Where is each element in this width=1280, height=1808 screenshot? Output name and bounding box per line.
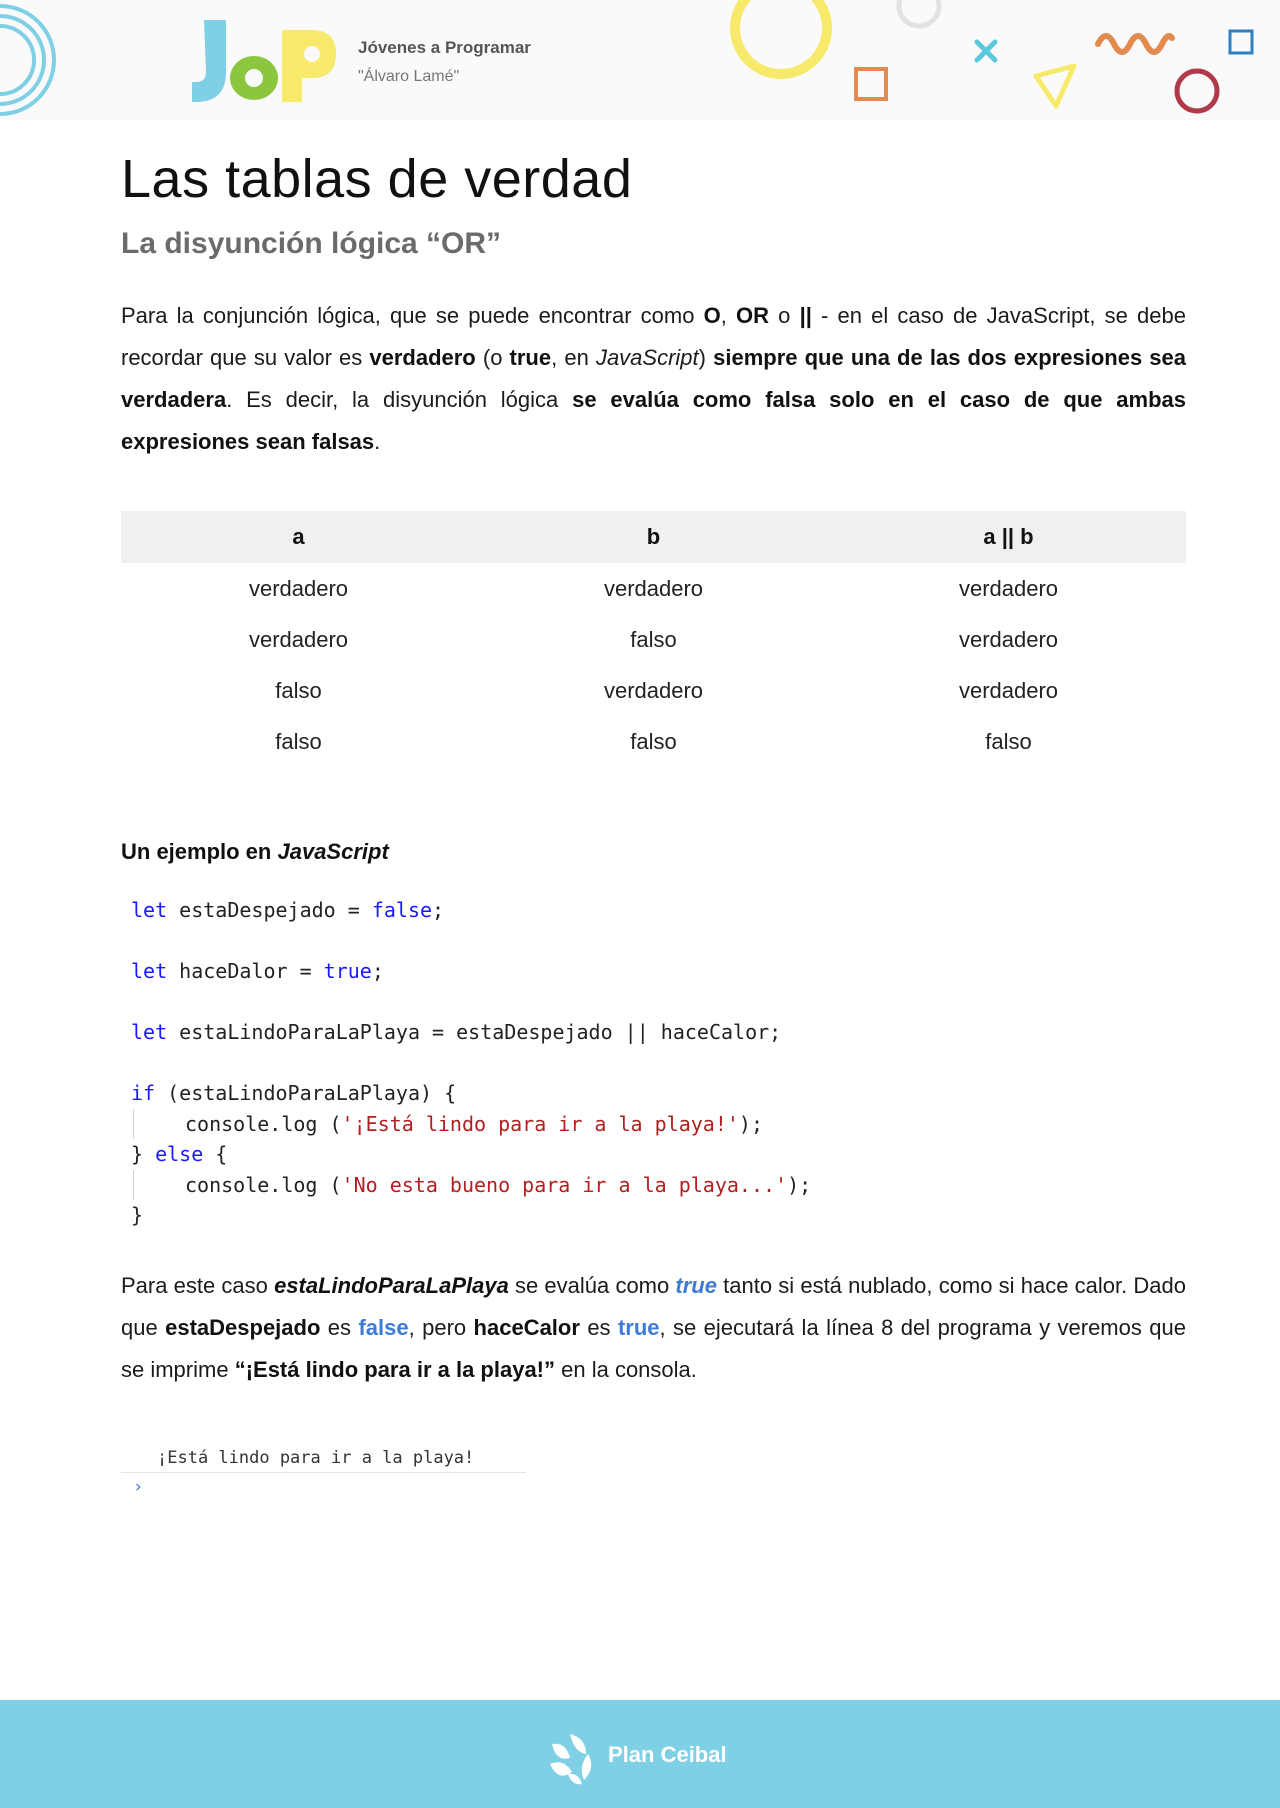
example-heading: Un ejemplo en JavaScript [121,839,389,865]
footer [0,1700,1280,1808]
code-line: if (estaLindoParaLaPlaya) { [131,1081,457,1106]
console-output [121,1443,526,1501]
triangle-icon [1036,66,1074,106]
code-line: let haceDalor = true; [131,959,384,984]
table-row [121,563,1186,614]
column-header: a [121,511,476,563]
table-cell: falso [630,626,677,652]
code-line: console.log ('¡Está lindo para ir a la playa!'); [131,1109,1186,1140]
table-row [121,665,1186,716]
table-cell: verdadero [248,575,349,601]
table-cell: verdadero [958,626,1059,652]
table-row [121,614,1186,665]
table-row [121,716,1186,767]
brand-name: Jóvenes a Programar [358,38,531,57]
code-line: let estaDespejado = false; [131,898,445,923]
table-cell: verdadero [958,677,1059,703]
code-line: } else { [131,1142,228,1167]
cross-icon [977,42,995,60]
explanation-paragraph: Para este caso estaLindoParaLaPlaya se evalúa como true tanto si está nublado, como si hace calor. Dado que estaDespejado es false, pero haceCalor es true, se ejecutará la línea 8 del programa y veremos que se imprime “¡Está lindo para ir a la playa!” en la consola. [121,1272,1186,1382]
page-title: Las tablas de verdad [121,149,633,209]
console-log-line: ¡Está lindo para ir a la playa! [121,1443,526,1473]
code-block [131,895,1186,1231]
wave-icon [1098,36,1172,52]
blue-square-icon [1230,31,1252,53]
header [0,0,1280,120]
red-ring-icon [1177,71,1217,111]
table-cell: verdadero [248,626,349,652]
column-header: a || b [831,511,1186,563]
footer-brand: Plan Ceibal [608,1742,727,1767]
console-prompt-icon[interactable]: › [133,1476,144,1497]
section-subtitle: La disyunción lógica “OR” [121,227,502,261]
code-line: } [131,1203,144,1228]
table-cell: verdadero [958,575,1059,601]
plan-ceibal-logo-icon [544,1730,600,1786]
column-header: b [476,511,831,563]
concentric-arcs-icon [0,6,54,114]
brand-subtitle: "Álvaro Lamé" [358,68,460,85]
table-header-row [121,511,1186,563]
jap-logo [190,16,340,104]
gray-ring-icon [899,0,939,26]
truth-table [121,511,1186,767]
table-cell: falso [985,728,1032,754]
table-cell: verdadero [603,575,704,601]
yellow-ring-icon [735,0,827,74]
table-cell: verdadero [603,677,704,703]
intro-paragraph: Para la conjunción lógica, que se puede encontrar como O, OR o || - en el caso de JavaScript, se debe recordar que su valor es verdadero (o true, en JavaScript) siempre que una de las dos expresiones sea verdadera. Es decir, la disyunción lógica se evalúa como falsa solo en el caso de que ambas expresiones sean falsas. [121,303,1186,455]
table-cell: falso [275,728,322,754]
table-cell: falso [275,677,322,703]
code-line: let estaLindoParaLaPlaya = estaDespejado || haceCalor; [131,1020,782,1045]
table-cell: falso [630,728,677,754]
orange-square-icon [856,69,886,99]
code-line: console.log ('No esta bueno para ir a la playa...'); [131,1170,1186,1201]
main-content [121,150,1186,1501]
